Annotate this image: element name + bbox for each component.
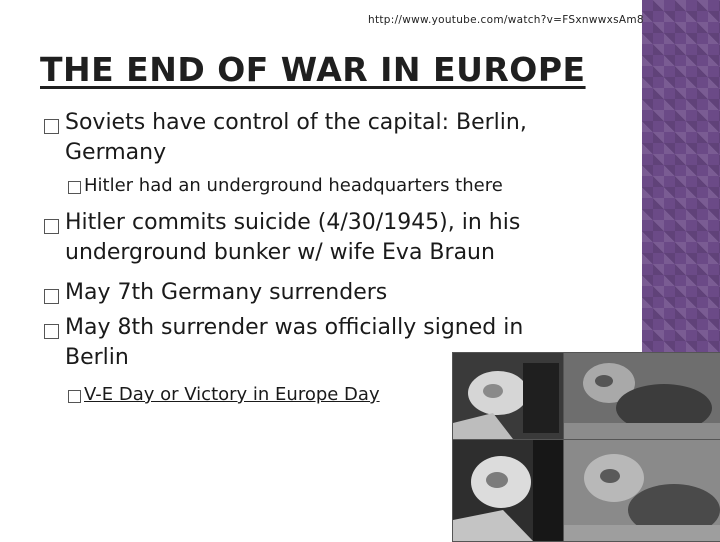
source-url[interactable]: http://www.youtube.com/watch?v=FSxnwwxsAm8 <box>368 14 644 26</box>
bullet-text: underground bunker w/ wife Eva Braun <box>65 240 495 265</box>
photo-bottom-right <box>563 439 720 542</box>
photo-top-right <box>563 352 720 440</box>
bullet-square-icon <box>44 119 59 134</box>
photo-top-left <box>452 352 564 440</box>
sub-bullet-link-text[interactable]: V-E Day or Victory in Europe Day <box>84 384 380 405</box>
sub-bullet-square-icon <box>68 181 81 194</box>
photo-bottom-left <box>452 439 564 542</box>
bullet-text: May 7th Germany surrenders <box>65 280 388 305</box>
bullet-square-icon <box>44 324 59 339</box>
sub-bullet-text: Hitler had an underground headquarters there <box>84 175 503 196</box>
bullet-text: Soviets have control of the capital: Berlin, <box>65 110 527 135</box>
bullet-text: Berlin <box>65 345 129 370</box>
bullet-text: Germany <box>65 140 167 165</box>
sub-bullet-link[interactable] <box>84 384 380 405</box>
bullet-square-icon <box>44 289 59 304</box>
bullet-text: Hitler commits suicide (4/30/1945), in his <box>65 210 521 235</box>
sub-bullet-square-icon <box>68 390 81 403</box>
slide-title: THE END OF WAR IN EUROPE <box>40 50 586 89</box>
bullet-square-icon <box>44 219 59 234</box>
bullet-text: May 8th surrender was officially signed in <box>65 315 524 340</box>
